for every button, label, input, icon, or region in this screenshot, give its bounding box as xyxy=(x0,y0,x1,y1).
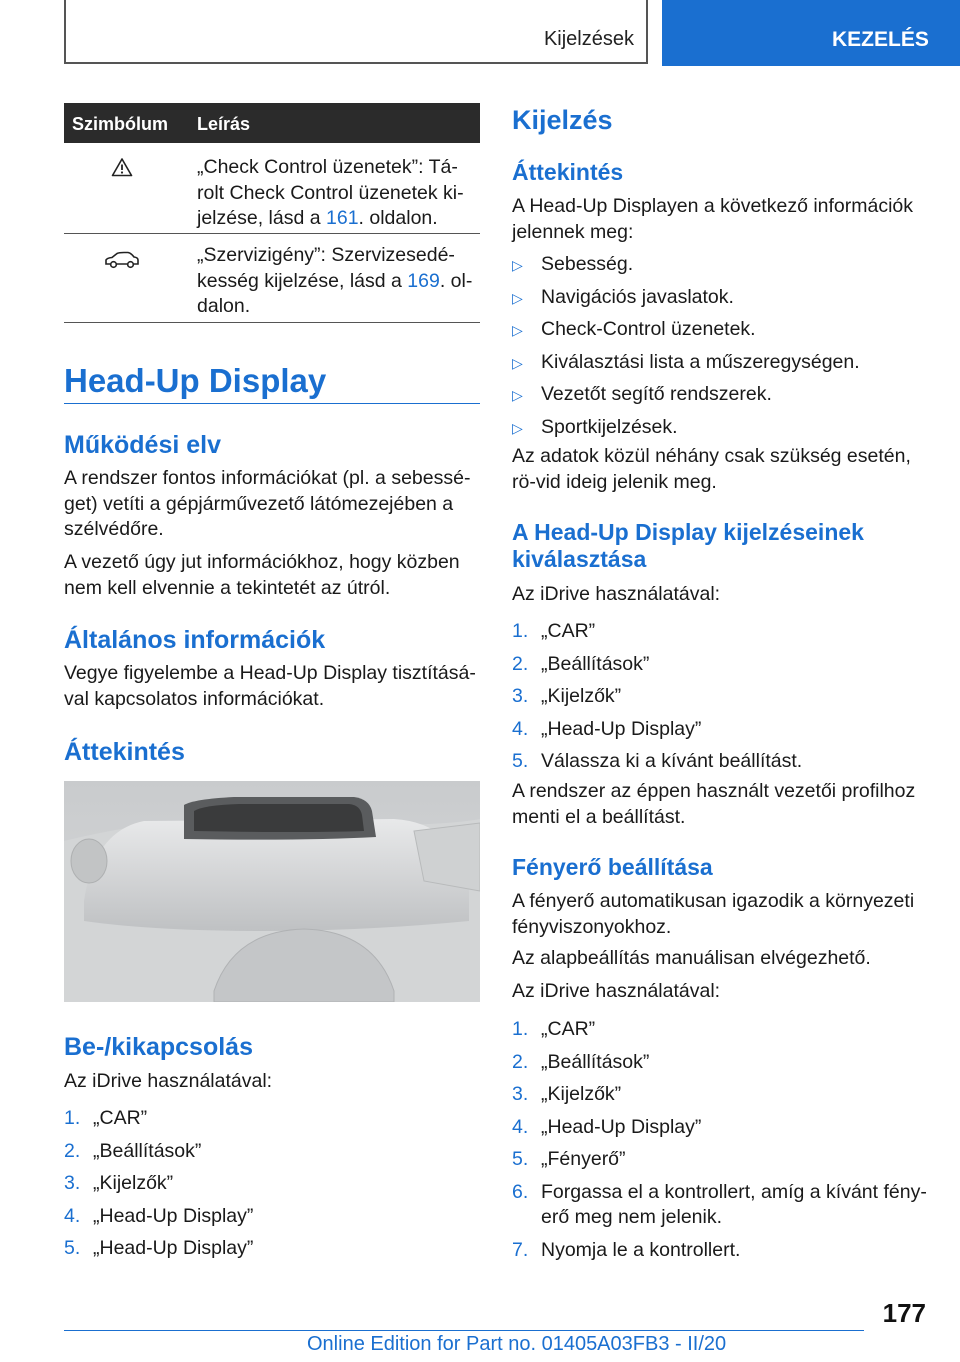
section-title-brightness: Fényerő beállítása xyxy=(512,854,713,880)
right-title: Kijelzés xyxy=(512,105,613,135)
col-desc-header: Leírás xyxy=(197,114,251,134)
list-item: 3. „Kijelzők” xyxy=(512,1083,622,1105)
car-service-icon xyxy=(72,251,172,274)
page-number: 177 xyxy=(882,1298,926,1328)
header-section-title: Kijelzések xyxy=(543,28,634,50)
list-item: 5. Válassza ki a kívánt beállítást. xyxy=(512,750,803,772)
list-item: 4. „Head-Up Display” xyxy=(512,1115,702,1138)
list-item: 5. „Head-Up Display” xyxy=(64,1237,254,1259)
list-item: 2. „Beállítások” xyxy=(64,1139,202,1162)
selection-steps xyxy=(512,619,930,775)
col-symbol-header: Szimbólum xyxy=(72,114,169,134)
brightness-paragraph-1: A fényerő automatikusan igazodik a környezeti fényviszonyokhoz. xyxy=(512,890,915,938)
principle-paragraph-1: A rendszer fontos információkat (pl. a sebessé-get) vetíti a gépjárművezető látómezejében a szélvédőre. xyxy=(64,467,471,540)
list-item: ▷ Vezetőt segítő rendszerek. xyxy=(512,383,772,405)
brightness-steps xyxy=(512,1017,930,1263)
list-item: 3. „Kijelzők” xyxy=(64,1172,174,1194)
page-link[interactable]: 169 xyxy=(407,269,440,292)
list-item: ▷ Sportkijelzések. xyxy=(512,415,678,438)
table-row xyxy=(64,233,480,323)
list-item: ▷ Kiválasztási lista a műszeregységen. xyxy=(512,350,860,373)
section-title-selection: A Head-Up Display kijelzéseinek kiválasztása xyxy=(512,519,864,572)
list-item: 7. Nyomja le a kontrollert. xyxy=(512,1238,741,1261)
selection-intro: Az iDrive használatával: xyxy=(512,583,721,605)
section-title-overview: Áttekintés xyxy=(64,738,185,766)
list-item: 2. „Beállítások” xyxy=(512,1050,650,1073)
list-item: ▷ Navigációs javaslatok. xyxy=(512,285,734,308)
row-description: „Check Control üzenetek”: Tá-rolt Check Control üzenetek ki-jelzése, lásd a 161. oldalon. xyxy=(197,156,464,229)
list-item: 4. „Head-Up Display” xyxy=(64,1204,254,1227)
overview-note: Az adatok közül néhány csak szükség esetén, rö-vid ideig jelenik meg. xyxy=(512,445,911,493)
section-title-general: Általános információk xyxy=(64,626,326,654)
list-item: 2. „Beállítások” xyxy=(512,652,650,675)
principle-paragraph-2: A vezető úgy jut információkhoz, hogy közben nem kell elvennie a tekintetét az útról. xyxy=(64,551,460,599)
section-title-onoff: Be-/kikapcsolás xyxy=(64,1033,253,1061)
row-description: „Szervizigény”: Szervizesedé-kesség kijelzése, lásd a 169. ol-dalon. xyxy=(197,244,473,317)
list-item: ▷ Sebesség. xyxy=(512,253,634,275)
table-row xyxy=(64,143,480,234)
header-chapter-title: KEZELÉS xyxy=(832,28,929,51)
header-section-box xyxy=(64,0,648,64)
list-item: 1. „CAR” xyxy=(512,620,596,642)
selection-note: A rendszer az éppen használt vezetői profilhoz menti el a beállítást. xyxy=(512,780,916,828)
symbol-table-header xyxy=(64,103,480,143)
onoff-steps xyxy=(64,1106,480,1262)
list-item: 5. „Fényerő” xyxy=(512,1148,626,1170)
footer-rule xyxy=(64,1330,864,1331)
overview-items xyxy=(512,252,930,440)
title-rule xyxy=(64,403,480,404)
section-title-principle: Működési elv xyxy=(64,431,221,459)
warning-triangle-icon xyxy=(72,157,172,182)
list-item: 1. „CAR” xyxy=(64,1107,148,1129)
page-link[interactable]: 161 xyxy=(326,207,359,229)
list-item: 4. „Head-Up Display” xyxy=(512,717,702,740)
header-chapter-tab[interactable] xyxy=(662,0,960,66)
onoff-intro: Az iDrive használatával: xyxy=(64,1070,273,1092)
list-item: ▷ Check-Control üzenetek. xyxy=(512,318,756,340)
list-item: 6. Forgassa el a kontrollert, amíg a kívánt fény-erő meg nem jelenik. xyxy=(512,1180,927,1228)
list-item: 1. „CAR” xyxy=(512,1018,596,1040)
brightness-paragraph-2: Az alapbeállítás manuálisan elvégezhető. xyxy=(512,947,871,969)
general-paragraph: Vegye figyelembe a Head-Up Display tisztításá-val kapcsolatos információkat. xyxy=(64,662,476,710)
list-item: 3. „Kijelzők” xyxy=(512,685,622,707)
head-up-display-photo xyxy=(64,781,480,1002)
brightness-paragraph-3: Az iDrive használatával: xyxy=(512,980,721,1002)
page-title: Head-Up Display xyxy=(64,362,327,399)
edition-footer: Online Edition for Part no. 01405A03FB3 - II/20 xyxy=(307,1333,727,1355)
section-title-overview-right: Áttekintés xyxy=(512,159,624,185)
overview-intro: A Head-Up Displayen a következő információk jelennek meg: xyxy=(512,195,914,243)
